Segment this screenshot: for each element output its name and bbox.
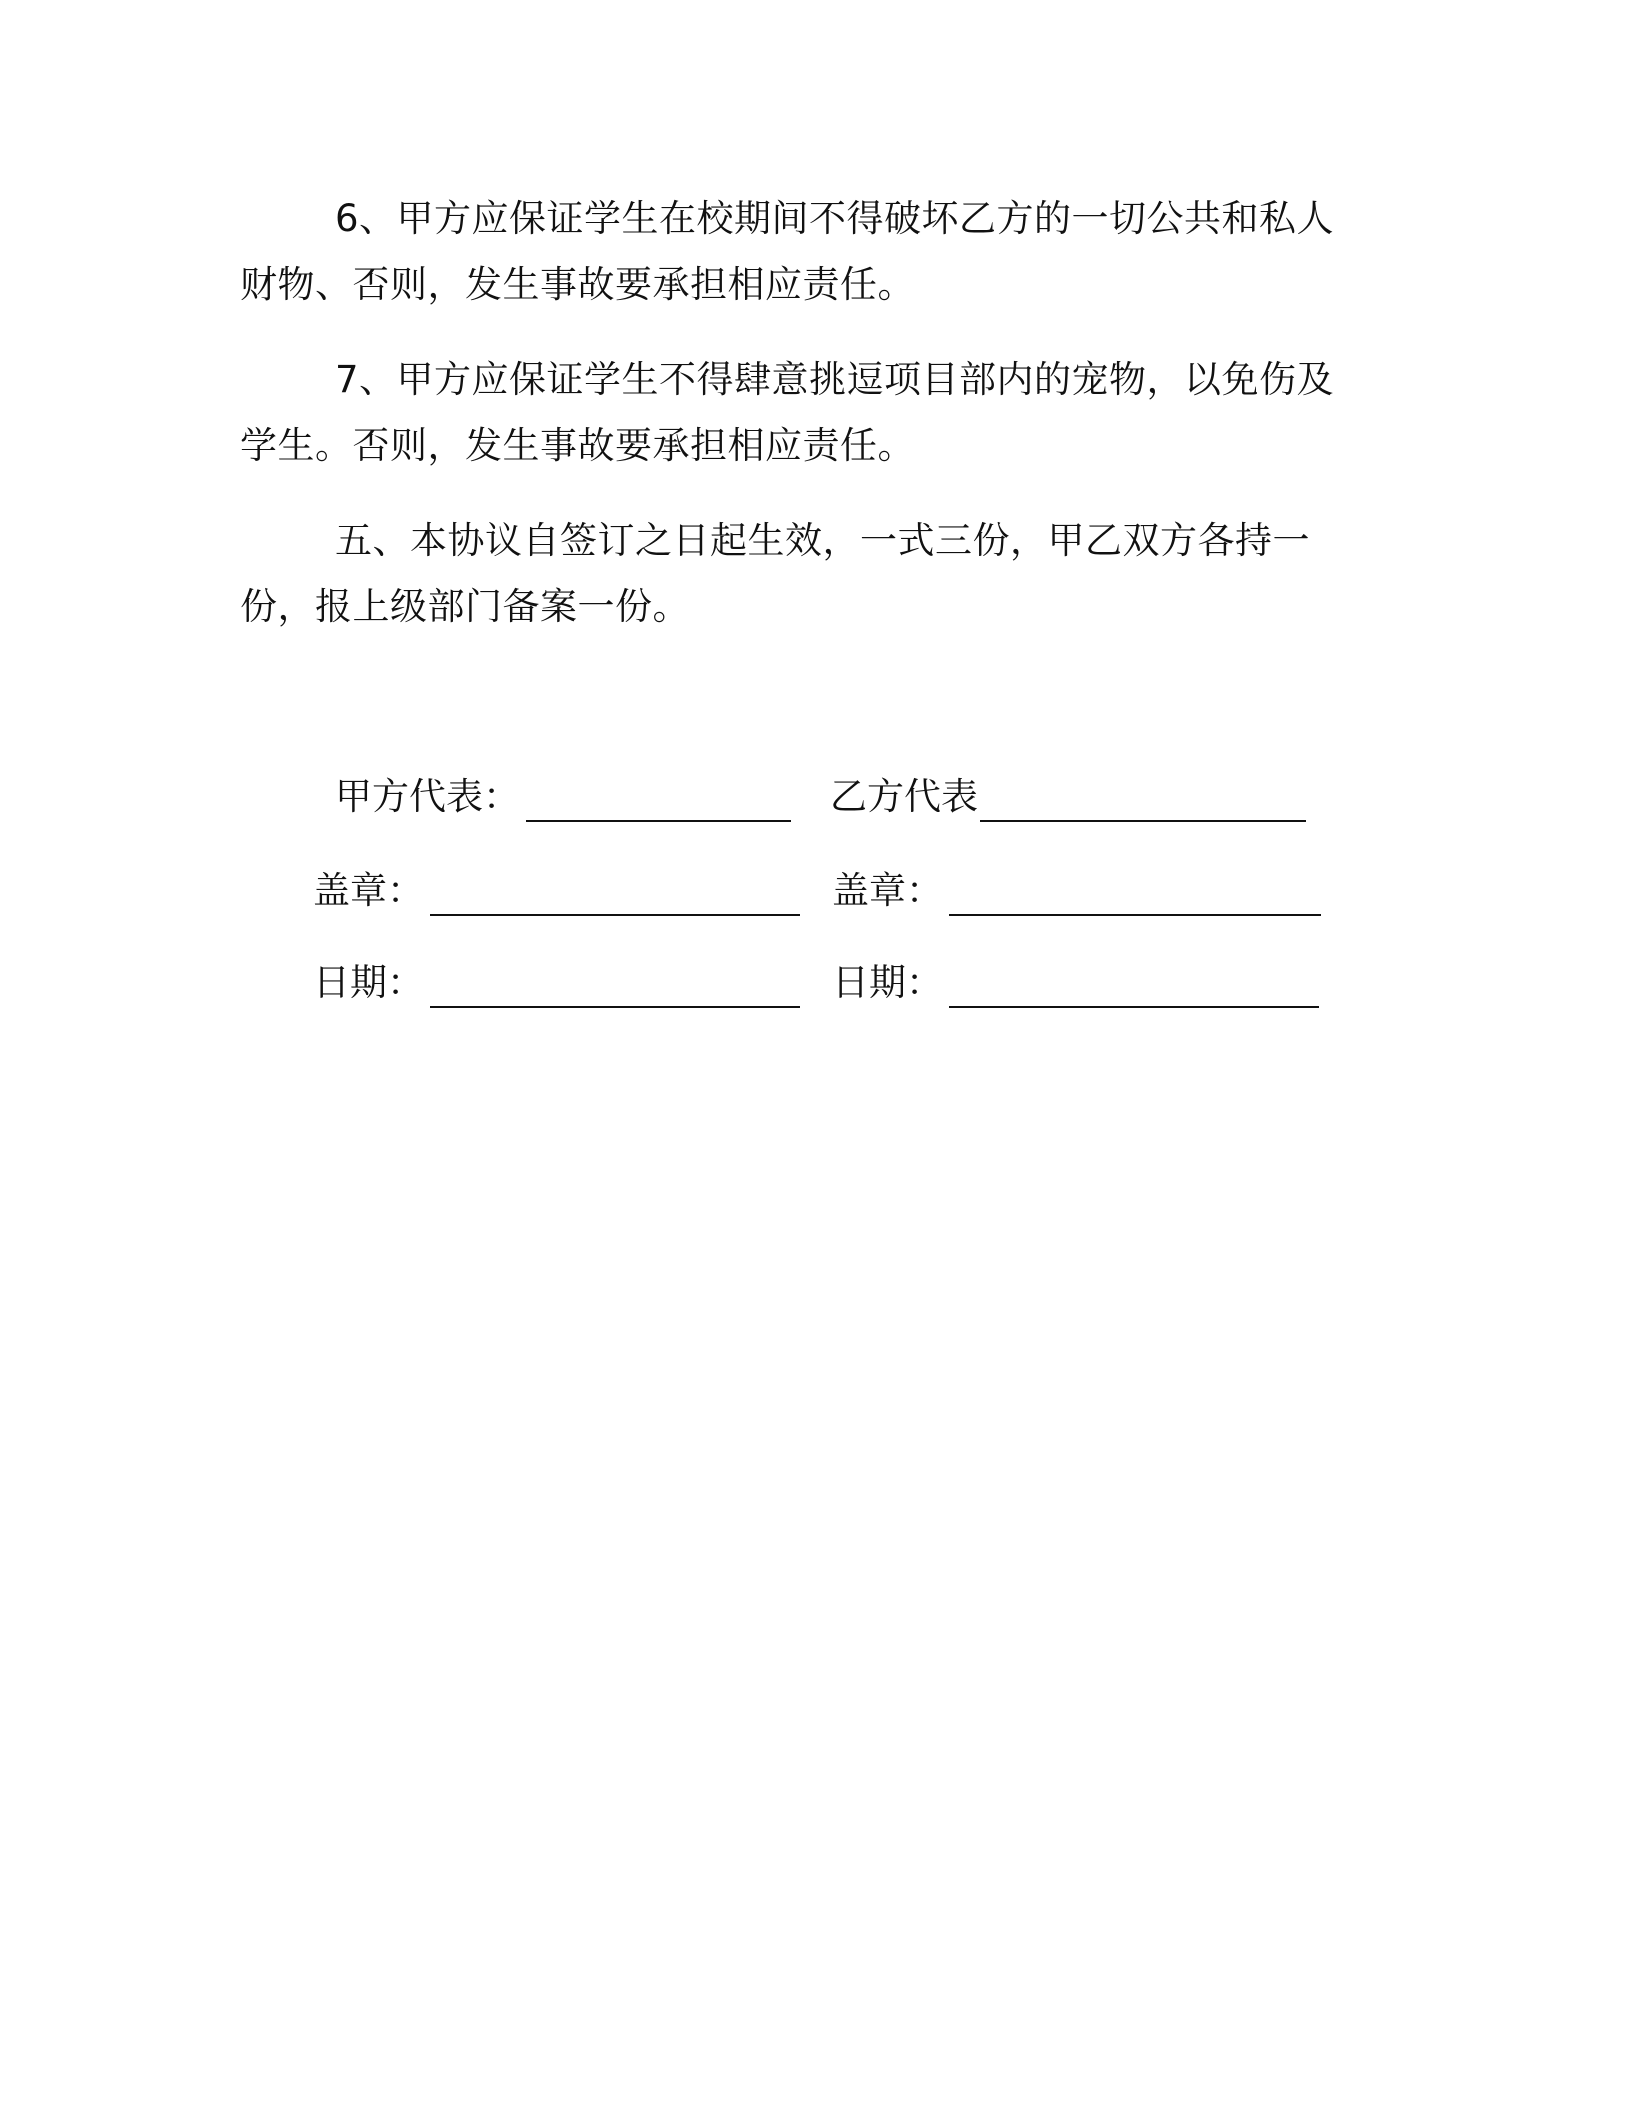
clause-6: 6、甲方应保证学生在校期间不得破坏乙方的一切公共和私人财物、否则，发生事故要承担相应责任。 [240,197,1335,306]
party-a-seal-label: 盖章： [313,869,424,912]
party-b-date-line [832,958,1319,1008]
party-a-seal-line [313,866,800,916]
party-a-date-line [313,958,800,1008]
party-b-date-blank [949,966,1319,1008]
party-b-representative-label: 乙方代表 [830,775,978,818]
party-b-representative-line [830,772,1306,822]
party-a-representative-blank [526,780,791,822]
party-b-seal-blank [949,874,1321,916]
party-b-seal-label: 盖章： [832,869,943,912]
party-a-date-label: 日期： [313,961,424,1004]
party-b-seal-line [832,866,1321,916]
party-a-seal-blank [430,874,800,916]
party-a-representative-label: 甲方代表： [335,775,520,818]
clause-7: 7、甲方应保证学生不得肆意挑逗项目部内的宠物，以免伤及学生。否则，发生事故要承担相应责任。 [240,358,1335,467]
clause-effective: 五、本协议自签订之日起生效，一式三份，甲乙双方各持一份，报上级部门备案一份。 [240,519,1310,628]
party-a-date-blank [430,966,800,1008]
party-a-representative-line [335,772,791,822]
party-b-date-label: 日期： [832,961,943,1004]
party-b-representative-blank [980,780,1306,822]
